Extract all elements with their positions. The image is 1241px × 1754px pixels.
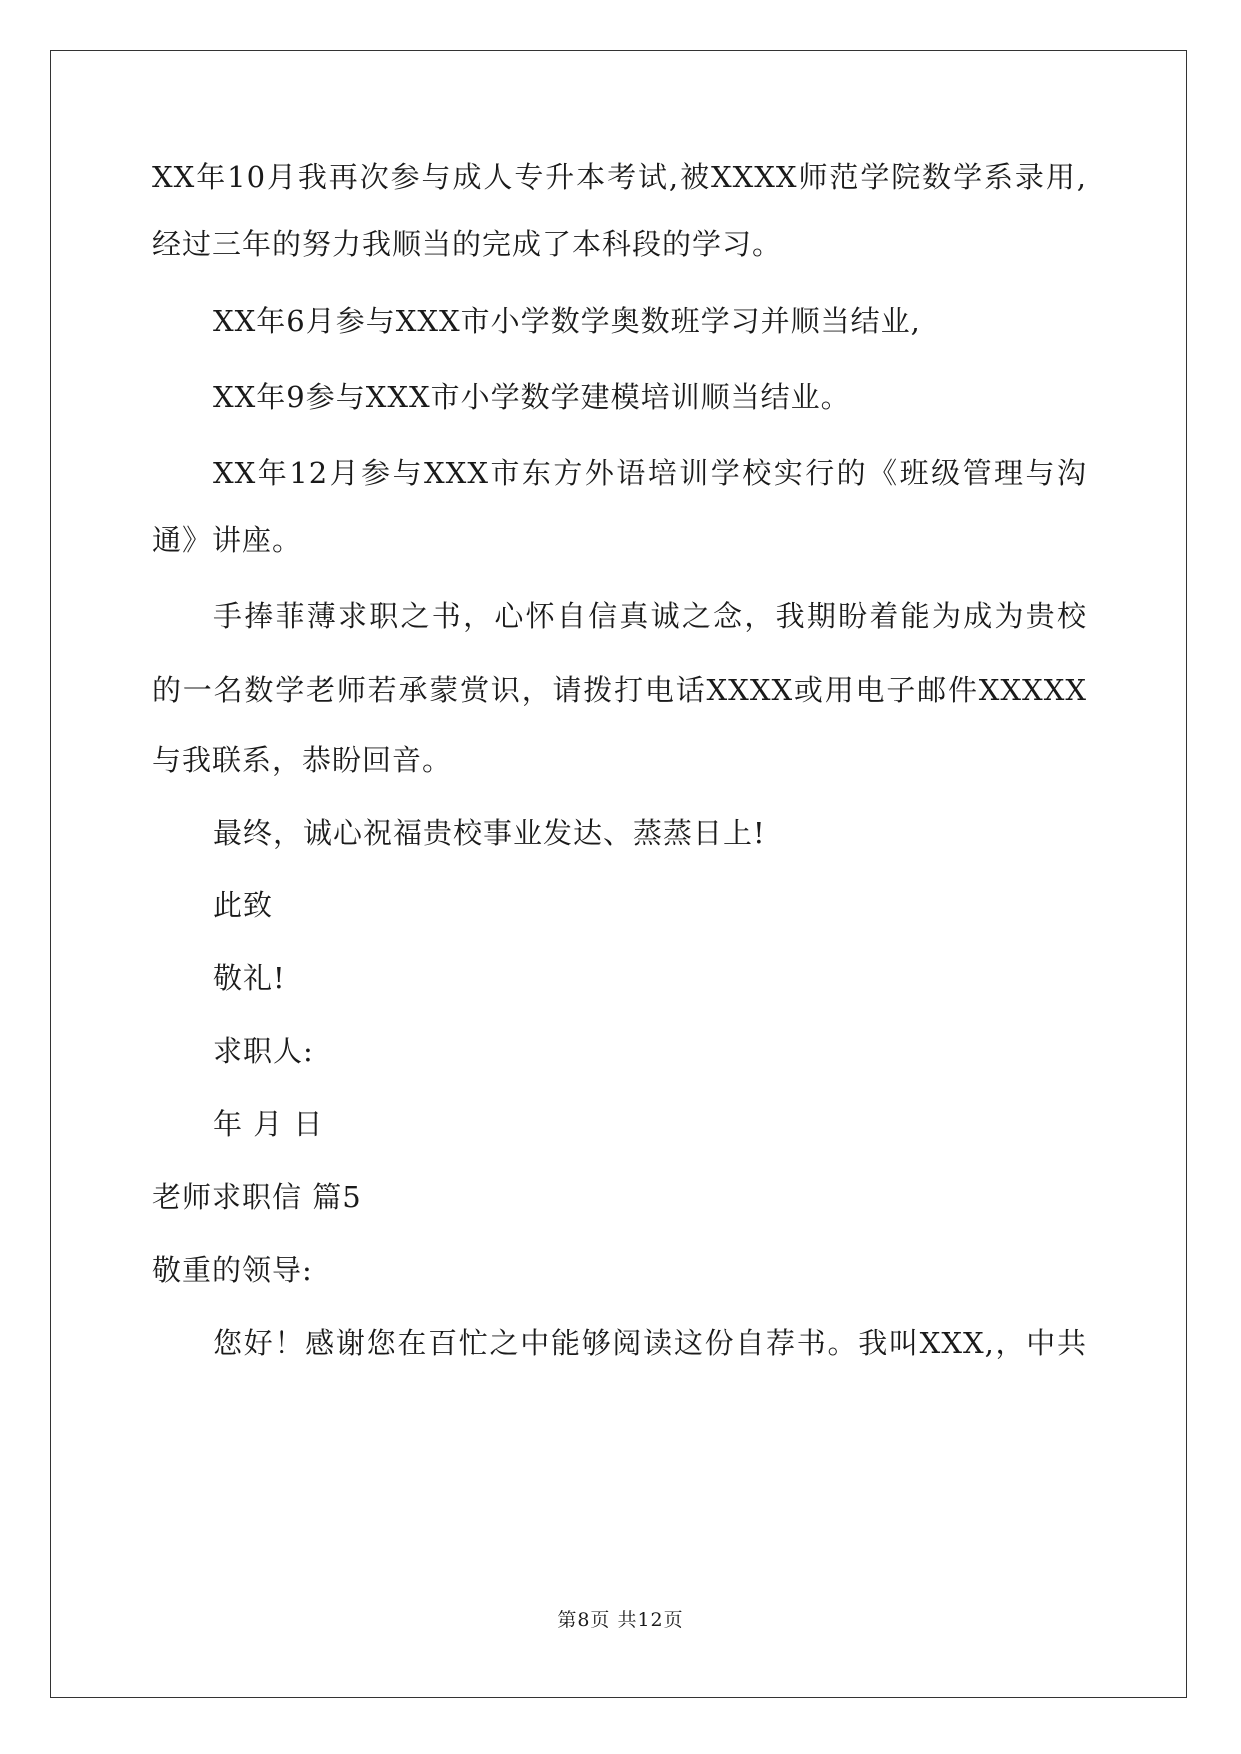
body-line-7: 手捧菲薄求职之书，心怀自信真诚之念，我期盼着能为成为贵校 <box>213 599 1087 633</box>
greeting-line: 敬重的领导: <box>152 1253 313 1287</box>
body-line-4: XX年9参与XXX市小学数学建模培训顺当结业。 <box>213 380 851 414</box>
body-line-5: XX年12月参与XXX市东方外语培训学校实行的《班级管理与沟 <box>213 456 1087 490</box>
body-line-6: 通》讲座。 <box>152 523 303 557</box>
body-line-3: XX年6月参与XXX市小学数学奥数班学习并顺当结业, <box>213 304 921 338</box>
applicant-label: 求职人: <box>213 1034 314 1068</box>
body-line-10: 最终，诚心祝福贵校事业发达、蒸蒸日上! <box>213 816 766 850</box>
body-line-8: 的一名数学老师若承蒙赏识，请拨打电话XXXX或用电子邮件XXXXX <box>152 673 1087 707</box>
page-number: 第8页 共12页 <box>557 1609 684 1631</box>
closing-salutation-1: 此致 <box>213 888 274 922</box>
body-line-2: 经过三年的努力我顺当的完成了本科段的学习。 <box>152 227 783 261</box>
date-line: 年 月 日 <box>213 1107 324 1141</box>
body-line-1: XX年10月我再次参与成人专升本考试,被XXXX师范学院数学系录用, <box>152 160 1087 194</box>
page-border <box>50 50 1187 1698</box>
closing-salutation-2: 敬礼! <box>213 961 286 995</box>
section-heading: 老师求职信 篇5 <box>152 1180 362 1214</box>
body-line-9: 与我联系，恭盼回音。 <box>152 743 453 777</box>
body-line-11: 您好！感谢您在百忙之中能够阅读这份自荐书。我叫XXX,，中共 <box>213 1326 1087 1360</box>
